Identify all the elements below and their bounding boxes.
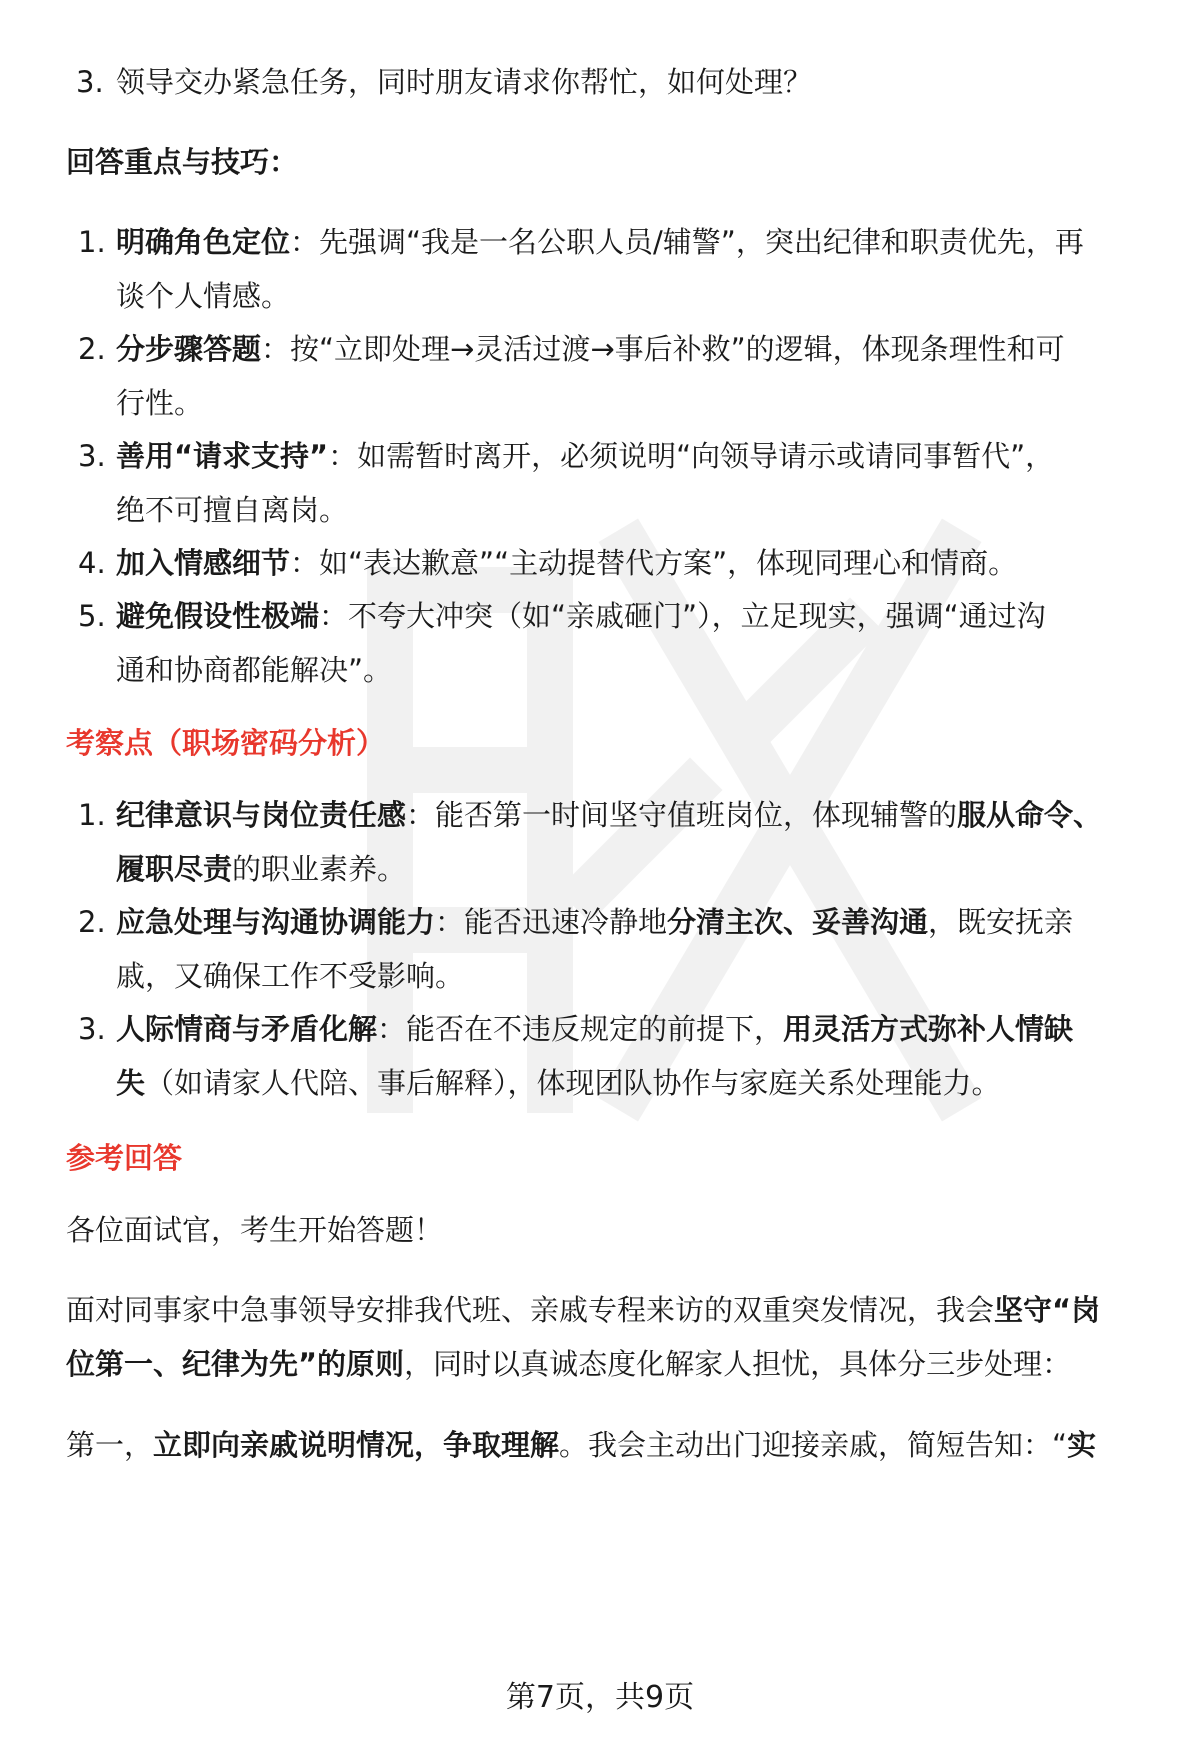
list-number: 2. <box>78 905 106 939</box>
analysis-text: ：能否迅速冷静地 <box>435 905 668 939</box>
analysis-text: ：能否在不违反规定的前提下， <box>377 1012 784 1046</box>
analysis-emphasis: 履职尽责 <box>116 852 233 886</box>
analysis-emphasis: 失 <box>116 1066 146 1100</box>
analysis-heading: 考察点（职场密码分析） <box>66 726 386 760</box>
tip-text: ：如需暂时离开，必须说明“向领导请示或请同事暂代”， <box>328 439 1055 473</box>
tip-text-cont: 绝不可擅自离岗。 <box>116 493 349 527</box>
analysis-emphasis: 用灵活方式弥补人情缺 <box>783 1012 1074 1046</box>
tip-keyword: 善用“请求支持” <box>116 439 329 473</box>
tip-text: ：如“表达歉意”“主动提替代方案”，体现同理心和情商。 <box>290 546 1018 580</box>
tip-keyword: 分步骤答题 <box>116 332 262 366</box>
answer-paragraph-line <box>66 1344 1071 1384</box>
greeting-text: 各位面试官，考生开始答题！ <box>66 1213 444 1247</box>
tip-line <box>116 543 1017 583</box>
answer-paragraph-line <box>66 1290 1100 1330</box>
analysis-emphasis: 服从命令、 <box>957 798 1103 832</box>
list-number: 1. <box>78 225 106 259</box>
analysis-line-cont <box>116 1063 1001 1103</box>
analysis-line-cont <box>116 849 406 889</box>
reference-heading: 参考回答 <box>66 1141 183 1175</box>
answer-text: 。我会主动出门迎接亲戚，简短告知：“ <box>559 1428 1068 1462</box>
tip-text: ：不夸大冲突（如“亲戚砸门”），立足现实，强调“通过沟 <box>319 599 1046 633</box>
list-number: 5. <box>78 599 106 633</box>
tip-text-cont: 通和协商都能解决”。 <box>116 653 393 687</box>
analysis-line <box>116 1009 1073 1049</box>
tip-keyword: 加入情感细节 <box>116 546 291 580</box>
answer-text: 面对同事家中急事领导安排我代班、亲戚专程来访的双重突发情况，我会 <box>66 1293 995 1327</box>
tip-text-cont: 行性。 <box>116 386 204 420</box>
analysis-keyword: 应急处理与沟通协调能力 <box>116 905 436 939</box>
list-number: 1. <box>78 798 106 832</box>
analysis-emphasis: 分清主次、妥善沟通 <box>667 905 929 939</box>
analysis-keyword: 纪律意识与岗位责任感 <box>116 798 407 832</box>
analysis-text: ：能否第一时间坚守值班岗位，体现辅警的 <box>406 798 958 832</box>
analysis-keyword: 人际情商与矛盾化解 <box>116 1012 378 1046</box>
tip-keyword: 明确角色定位 <box>116 225 291 259</box>
list-number: 2. <box>78 332 106 366</box>
tip-line <box>116 222 1084 262</box>
analysis-text: ，既安抚亲 <box>928 905 1074 939</box>
list-number: 3. <box>78 1012 106 1046</box>
analysis-line-cont: 戚，又确保工作不受影响。 <box>116 959 465 993</box>
tip-line <box>116 329 1065 369</box>
tips-heading: 回答重点与技巧： <box>66 145 299 179</box>
tip-text: ：先强调“我是一名公职人员/辅警”，突出纪律和职责优先，再 <box>290 225 1084 259</box>
analysis-text: （如请家人代陪、事后解释），体现团队协作与家庭关系处理能力。 <box>145 1066 1001 1100</box>
tip-text-cont: 谈个人情感。 <box>116 279 291 313</box>
page-number: 第7页，共9页 <box>505 1680 695 1715</box>
analysis-text: 的职业素养。 <box>232 852 407 886</box>
tip-text: ：按“立即处理→灵活过渡→事后补救”的逻辑，体现条理性和可 <box>261 332 1065 366</box>
analysis-line <box>116 795 1102 835</box>
analysis-line <box>116 902 1073 942</box>
tip-line <box>116 596 1046 636</box>
question-text: 领导交办紧急任务，同时朋友请求你帮忙，如何处理？ <box>116 65 813 99</box>
list-number: 4. <box>78 546 106 580</box>
tip-keyword: 避免假设性极端 <box>116 599 320 633</box>
list-number: 3. <box>78 439 106 473</box>
answer-emphasis: 实 <box>1067 1428 1097 1462</box>
answer-text: 第一， <box>66 1428 154 1462</box>
list-number: 3. <box>76 65 104 99</box>
answer-emphasis: 位第一、纪律为先”的原则 <box>66 1347 405 1381</box>
answer-text: ，同时以真诚态度化解家人担忧，具体分三步处理： <box>404 1347 1072 1381</box>
answer-emphasis: 坚守“岗 <box>994 1293 1101 1327</box>
answer-emphasis: 立即向亲戚说明情况，争取理解 <box>153 1428 560 1462</box>
tip-line <box>116 436 1054 476</box>
answer-paragraph-line <box>66 1425 1096 1465</box>
